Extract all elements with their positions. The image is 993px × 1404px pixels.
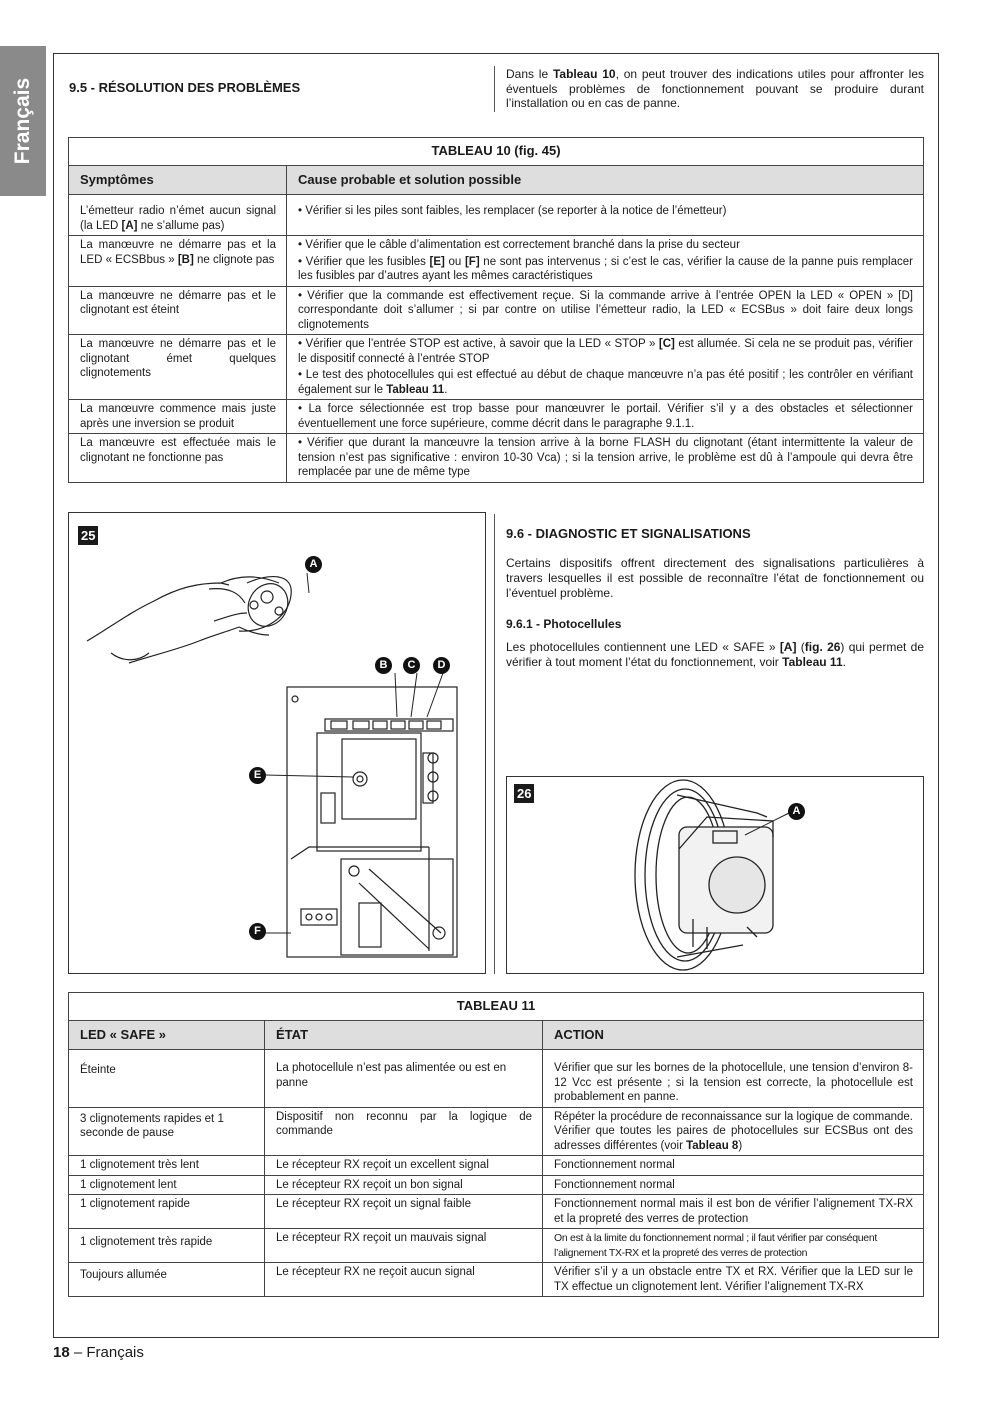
section-961-title: 9.6.1 - Photocellules <box>506 617 622 631</box>
callout-a: A <box>305 556 322 573</box>
table-row: La manœuvre commence mais juste après une inversion se produit • La force sélectionnée est trop basse pour manœuvrer le portail. Vérifier s’il y a des obstacles et sélectionner éventuellement une force supérieure, comme décrit dans le paragraphe 9.1.1. <box>69 400 924 434</box>
page-footer: 18 – Français <box>53 1344 144 1361</box>
table-10-caption: TABLEAU 10 (fig. 45) <box>69 138 924 166</box>
callout-a: A <box>788 803 805 820</box>
table-row: La manœuvre ne démarre pas et le clignotant émet quelques clignotements • Vérifier que l’entrée STOP est active, à savoir que la LED « STOP » [C] est allumée. Si cela ne se produit pas, vérifier le dispositif connecté à l’entrée STOP • Le test des photocellules qui est effectué au début de chaque manœuvre n’a pas été positif ; les contrôler en vérifiant également sur le Tableau 11. <box>69 335 924 400</box>
section-96-title: 9.6 - DIAGNOSTIC ET SIGNALISATIONS <box>506 526 751 541</box>
remote-and-control-board-illustration <box>69 513 485 973</box>
callout-b: B <box>375 657 392 674</box>
figure-number: 25 <box>78 526 98 545</box>
table-11-header: ÉTAT <box>265 1020 543 1050</box>
callout-f: F <box>249 923 266 940</box>
photocell-illustration <box>507 777 923 973</box>
table-11-header: LED « SAFE » <box>69 1020 265 1050</box>
table-10-header: Cause probable et solution possible <box>287 165 924 195</box>
table-row: L’émetteur radio n’émet aucun signal (la LED [A] ne s’allume pas) • Vérifier si les piles sont faibles, les remplacer (se reporter à la notice de l’émetteur) <box>69 195 924 236</box>
callout-e: E <box>249 767 266 784</box>
table-11-caption: TABLEAU 11 <box>69 993 924 1021</box>
figure-26 <box>506 776 924 974</box>
table-10 <box>68 137 924 483</box>
section-95-intro: Dans le Tableau 10, on peut trouver des indications utiles pour affronter les éventuels problèmes de fonctionnement pouvant se produire durant l’installation ou en cas de panne. <box>506 67 924 110</box>
table-row: Toujours allumée Le récepteur RX ne reçoit aucun signal Vérifier s’il y a un obstacle entre TX et RX. Vérifier que la LED sur le TX effectue un clignotement lent. Vérifier l’alignement TX-RX <box>69 1263 924 1297</box>
figure-number: 26 <box>514 784 534 803</box>
column-divider <box>494 66 495 112</box>
table-11-header: ACTION <box>543 1020 924 1050</box>
table-10-header: Symptômes <box>69 165 287 195</box>
language-tab-label: Français <box>11 77 34 165</box>
table-row: La manœuvre est effectuée mais le clignotant ne fonctionne pas • Vérifier que durant la manœuvre la tension arrive à la borne FLASH du clignotant (étant intermittente la valeur de tension n’est pas significative : environ 10-30 Vca) ; si la tension arrive, le problème est dû à l’ampoule qui devra être remplacée par une de même type <box>69 434 924 483</box>
table-row: 1 clignotement très lent Le récepteur RX reçoit un excellent signal Fonctionnement normal <box>69 1156 924 1176</box>
footer-language: Français <box>86 1344 144 1361</box>
language-side-tab <box>0 46 46 196</box>
table-row: 1 clignotement rapide Le récepteur RX reçoit un signal faible Fonctionnement normal mais il est bon de vérifier l’alignement TX-RX et la propreté des verres de protection <box>69 1195 924 1229</box>
section-96-text: Certains dispositifs offrent directement des signalisations particulières à travers lesquelles il est possible de reconnaître l’état de fonctionnement ou l’éventuel problème. <box>506 556 924 600</box>
table-11 <box>68 992 924 1297</box>
table-row: La manœuvre ne démarre pas et la LED « ECSBbus » [B] ne clignote pas • Vérifier que le câble d’alimentation est correctement branché dans la prise du secteur • Vérifier que les fusibles [E] ou [F] ne sont pas intervenus ; si c’est le cas, vérifier la cause de la panne puis remplacer les fusibles par d’autres ayant les mêmes caractéristiques <box>69 236 924 287</box>
column-divider <box>494 514 495 974</box>
callout-d: D <box>433 657 450 674</box>
section-95-title: 9.5 - RÉSOLUTION DES PROBLÈMES <box>69 80 301 95</box>
table-row: 3 clignotements rapides et 1 seconde de pause Dispositif non reconnu par la logique de commande Répéter la procédure de reconnaissance sur la logique de commande. Vérifier que toutes les paires de photocellules sur ECSBus ont des adresses différentes (voir Tableau 8) <box>69 1107 924 1156</box>
table-row: 1 clignotement lent Le récepteur RX reçoit un bon signal Fonctionnement normal <box>69 1175 924 1195</box>
table-row: Éteinte La photocellule n’est pas alimentée ou est en panne Vérifier que sur les bornes de la photocellule, une tension d’environ 8-12 Vcc est présente ; si la tension est correcte, la photocellule est probablement en panne. <box>69 1050 924 1108</box>
callout-c: C <box>403 657 420 674</box>
section-961-text: Les photocellules contiennent une LED « SAFE » [A] (fig. 26) qui permet de vérifier à tout moment l’état du fonctionnement, voir Tableau 11. <box>506 640 924 669</box>
figure-25 <box>68 512 486 974</box>
table-row: 1 clignotement très rapide Le récepteur RX reçoit un mauvais signal On est à la limite du fonctionnement normal ; il faut vérifier par conséquent l’alignement TX-RX et la propreté des verres de protection <box>69 1229 924 1263</box>
table-row: La manœuvre ne démarre pas et le clignotant est éteint • Vérifier que la commande est effectivement reçue. Si la commande arrive à l’entrée OPEN la LED « OPEN » [D] correspondante doit s’allumer ; si par contre on utilise l’émetteur radio, la LED « ECSBus » doit faire deux longs clignotements <box>69 286 924 335</box>
page-number: 18 <box>53 1344 70 1361</box>
